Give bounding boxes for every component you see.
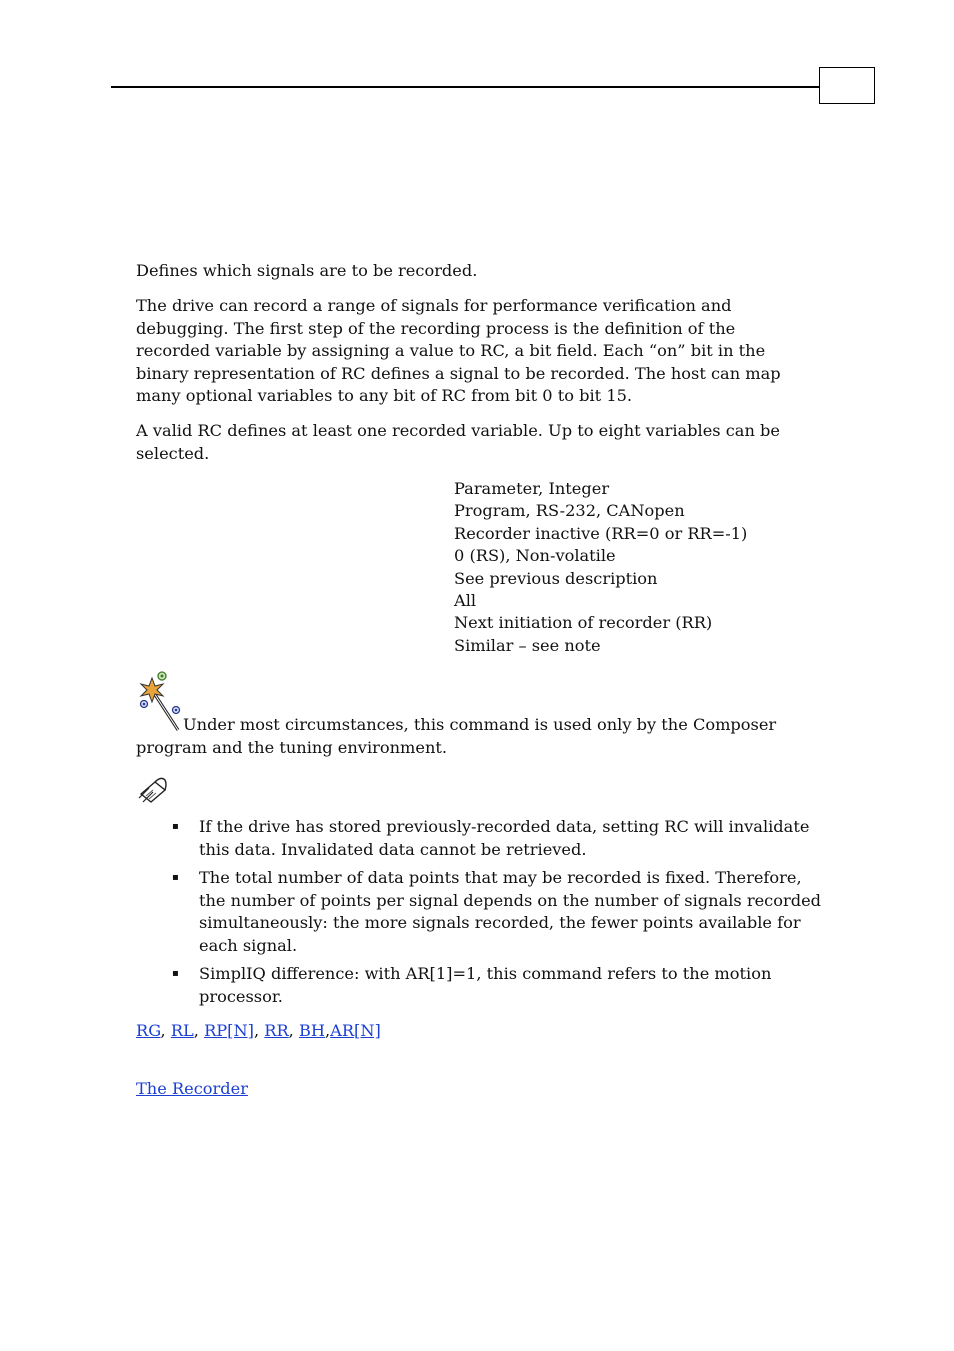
attr-activation: Next initiation of recorder (RR) <box>454 613 713 633</box>
related-commands <box>136 1020 808 1043</box>
notes-list <box>172 816 822 1014</box>
header-rule <box>111 86 820 88</box>
attr-type: Parameter, Integer <box>454 479 610 498</box>
note-item <box>172 963 822 1008</box>
link-ar[interactable]: AR[N] <box>330 1021 381 1040</box>
link-rl[interactable]: RL <box>170 1021 194 1040</box>
note-item <box>172 816 822 861</box>
attr-restrictions: Recorder inactive (RR=0 or RR=-1) <box>454 523 748 543</box>
description-intro: Defines which signals are to be recorded. <box>136 261 478 280</box>
link-bh[interactable]: BH <box>298 1021 325 1040</box>
separator: , <box>253 1021 265 1040</box>
note-pad-icon <box>137 776 169 806</box>
description-paragraph: The drive can record a range of signals for performance verification and debugging. The first step of the recording process is the definition of the recorded variable by assigning a value to RC, a bit field. Each “on” bit in the binary representation of RC defines a signal to be recorded. The host can map many optional variables to any bit of RC from bit 0 to bit 15. <box>136 296 781 405</box>
separator: , <box>288 1021 299 1040</box>
link-rg[interactable]: RG <box>136 1021 161 1040</box>
attribute-values <box>454 478 814 657</box>
note-text: If the drive has stored previously-recorded data, setting RC will invalidate this data. Invalidated data cannot be retrieved. <box>199 817 810 859</box>
attr-range: See previous description <box>454 568 658 588</box>
attr-unit-modes: All <box>454 590 477 610</box>
link-the-recorder[interactable]: The Recorder <box>136 1079 248 1098</box>
bullet-marker: ▪ <box>172 872 179 883</box>
note-text: The total number of data points that may be recorded is fixed. Therefore, the number of points per signal depends on the number of signals recorded simultaneously: the more signals recorded, the fewer points available for each signal. <box>199 868 822 955</box>
separator-comma: , <box>324 1021 331 1040</box>
bullet-marker: ▪ <box>172 968 179 979</box>
tip-text: Under most circumstances, this command is used only by the Composer program and the tuning environment. <box>136 715 777 757</box>
link-rp[interactable]: RP[N] <box>204 1021 254 1040</box>
see-also <box>136 1078 808 1101</box>
attr-default: 0 (RS), Non-volatile <box>454 546 616 566</box>
bullet-marker: ▪ <box>172 821 179 832</box>
note-text: SimplIQ difference: with AR[1]=1, this command refers to the motion processor. <box>199 964 772 1006</box>
description-valid-rc: A valid RC defines at least one recorded variable. Up to eight variables can be selected. <box>136 421 780 463</box>
attr-source: Program, RS-232, CANopen <box>454 501 685 521</box>
page-number-box <box>819 67 875 104</box>
link-rr[interactable]: RR <box>264 1021 289 1040</box>
attr-compatibility: Similar – see note <box>454 635 601 655</box>
separator: , <box>160 1021 171 1040</box>
note-item <box>172 867 822 957</box>
separator: , <box>193 1021 205 1040</box>
